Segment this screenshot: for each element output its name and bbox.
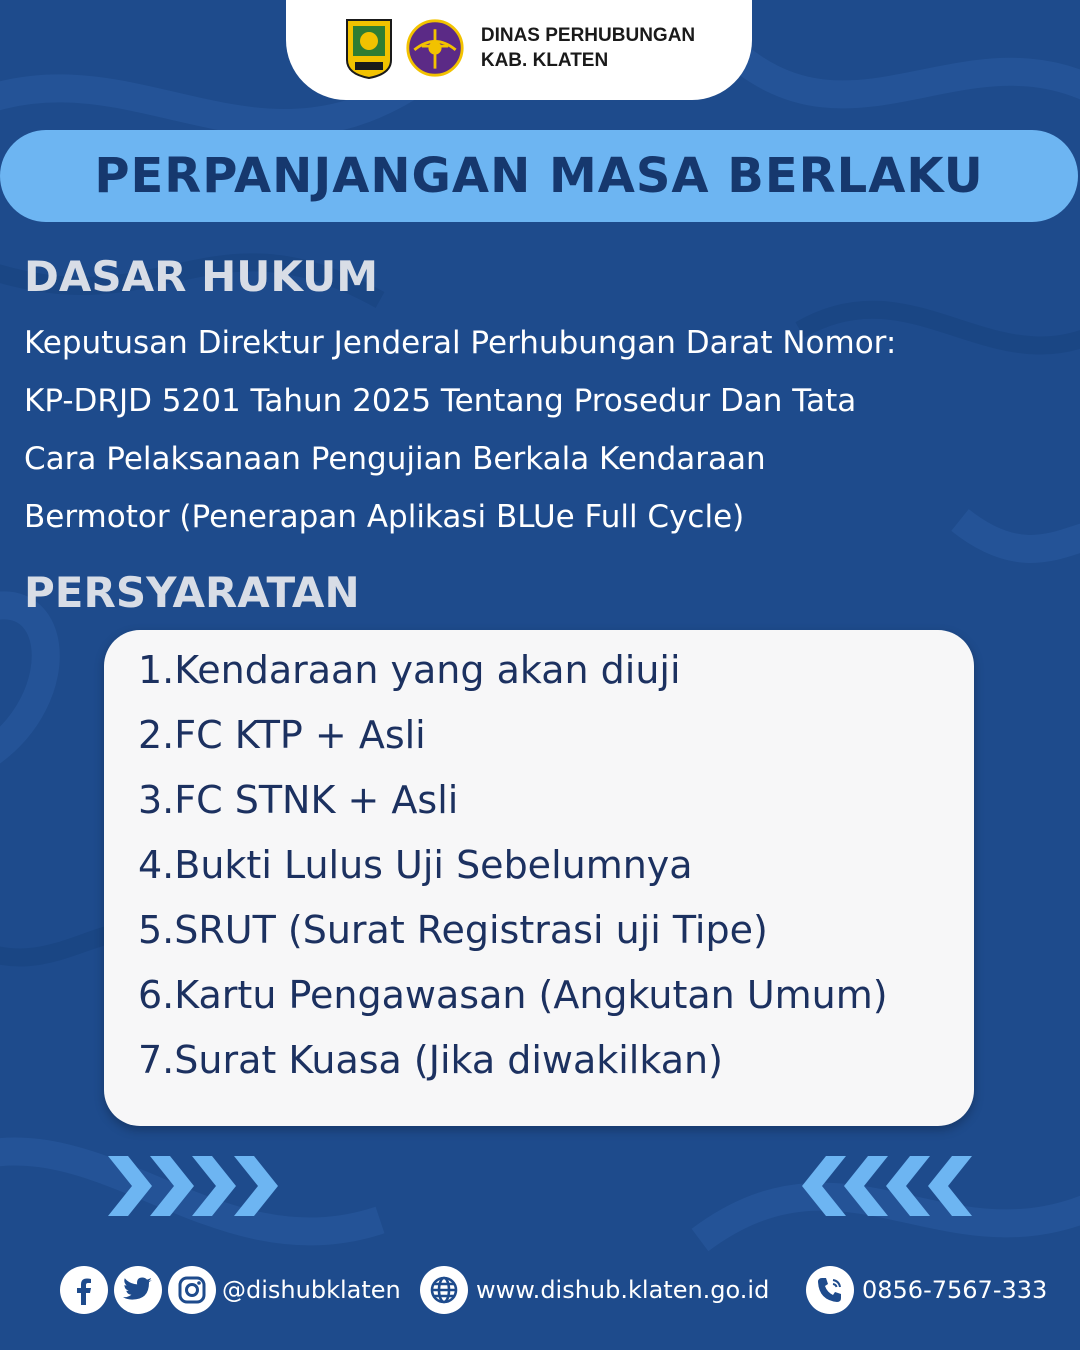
footer-contact-bar (0, 1262, 1080, 1322)
organization-name (481, 23, 695, 73)
requirement-item: 5.SRUT (Surat Registrasi uji Tipe) (138, 908, 768, 952)
dasar-hukum-heading: DASAR HUKUM (24, 252, 379, 301)
org-name-line1: DINAS PERHUBUNGAN (480, 25, 696, 46)
header-brand (343, 16, 695, 80)
ministry-of-transportation-icon (405, 18, 465, 78)
left-chevrons-icon (796, 1156, 972, 1216)
org-name-line2: KAB. KLATEN (480, 50, 609, 71)
klaten-regency-crest-icon (343, 16, 395, 80)
requirement-item: 7.Surat Kuasa (Jika diwakilkan) (138, 1038, 723, 1082)
facebook-icon[interactable] (60, 1266, 108, 1314)
persyaratan-heading: PERSYARATAN (24, 568, 360, 617)
requirement-item: 6.Kartu Pengawasan (Angkutan Umum) (138, 973, 888, 1017)
dasar-hukum-line: KP-DRJD 5201 Tahun 2025 Tentang Prosedur Dan Tata (24, 383, 857, 419)
dasar-hukum-line: Keputusan Direktur Jenderal Perhubungan Darat Nomor: (24, 325, 897, 361)
social-handle[interactable]: @dishubklaten (222, 1276, 401, 1304)
phone-number[interactable]: 0856-7567-333 (862, 1276, 1048, 1304)
dasar-hukum-line: Cara Pelaksanaan Pengujian Berkala Kendaraan (24, 441, 766, 477)
title-banner (0, 130, 1078, 222)
instagram-icon[interactable] (168, 1266, 216, 1314)
requirement-item: 3.FC STNK + Asli (138, 778, 459, 822)
requirements-list (138, 638, 888, 1093)
dasar-hukum-text (24, 314, 1064, 546)
requirement-item: 1.Kendaraan yang akan diuji (138, 648, 681, 692)
phone-icon (806, 1266, 854, 1314)
website-link[interactable]: www.dishub.klaten.go.id (476, 1276, 770, 1304)
requirement-item: 4.Bukti Lulus Uji Sebelumnya (138, 843, 693, 887)
dasar-hukum-line: Bermotor (Penerapan Aplikasi BLUe Full Cycle) (24, 499, 745, 535)
globe-icon (420, 1266, 468, 1314)
page-title: PERPANJANGAN MASA BERLAKU (94, 148, 984, 204)
requirements-card (104, 630, 974, 1126)
right-chevrons-icon (108, 1156, 284, 1216)
twitter-icon[interactable] (114, 1266, 162, 1314)
header-tab (286, 0, 752, 100)
requirement-item: 2.FC KTP + Asli (138, 713, 426, 757)
